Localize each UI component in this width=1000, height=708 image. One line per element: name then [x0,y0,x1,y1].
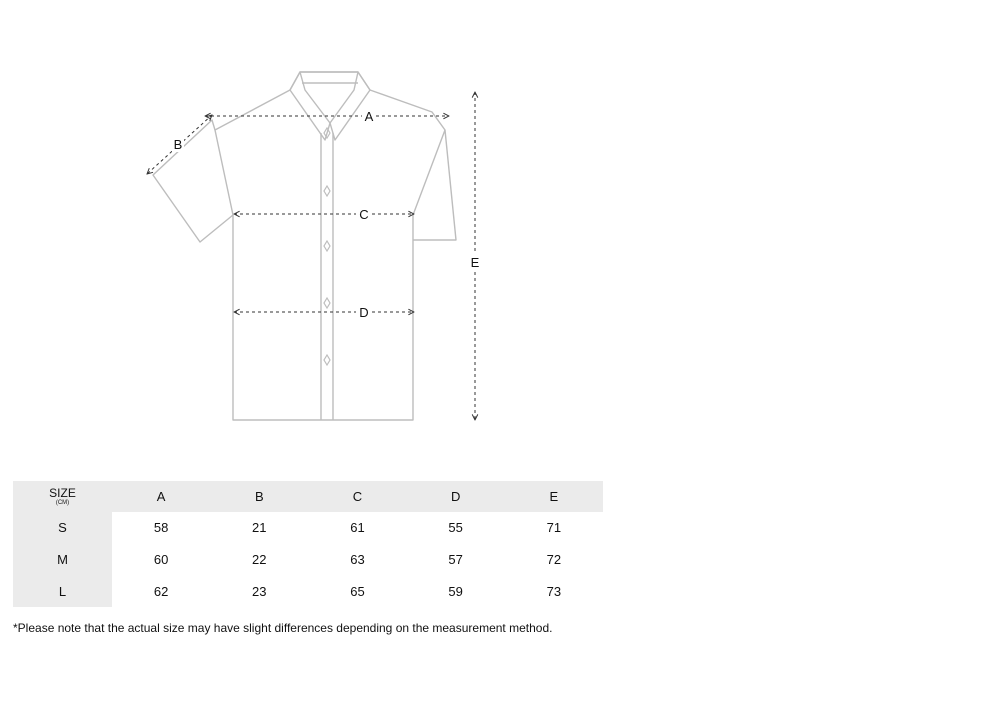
table-cell: 63 [350,551,365,567]
table-cell: 72 [546,551,562,567]
size-header-unit: (CM) [55,499,70,506]
dimension-label-b: B [173,137,183,152]
shirt-outline [153,72,456,420]
table-row [13,512,603,543]
table-cell: 21 [252,520,267,535]
table-cell: 23 [252,583,267,599]
collar-fold-right [330,72,358,123]
row-size-label: M [13,543,112,575]
table-cell: 71 [546,520,562,535]
placket [321,133,333,420]
shirt-buttons [324,128,330,365]
shirt-button [324,241,330,251]
size-column-header [13,481,112,512]
table-header-row [13,481,603,512]
shirt-button [324,298,330,308]
shirt-button [324,186,330,196]
column-header-b: B [210,481,308,512]
row-size-label: L [13,575,112,607]
column-header-e: E [505,481,603,512]
table-cell: 58 [153,520,169,535]
dimension-label-a: A [364,109,374,124]
row-size-label: S [13,512,112,543]
collar-fold-left [300,72,330,123]
left-sleeve [153,120,233,242]
dimension-label-c: C [359,207,369,222]
dimension-label-d: D [359,305,369,320]
table-cell: 59 [448,583,463,599]
measurement-note: *Please note that the actual size may have slight differences depending on the measurement method. [13,621,553,635]
table-row [13,543,603,575]
size-header-label: SIZE [49,485,76,500]
dimension-label-e: E [470,255,480,270]
shirt-button [324,355,330,365]
collar [290,72,370,140]
size-chart-table [13,481,603,607]
table-cell: 57 [448,551,463,567]
column-header-d: D [407,481,505,512]
table-cell: 60 [153,551,169,567]
table-cell: 62 [153,583,169,599]
column-header-c: C [308,481,406,512]
table-row [13,575,603,607]
table-cell: 55 [448,520,463,535]
shirt-measurement-diagram [0,0,620,440]
table-cell: 61 [350,520,365,535]
column-header-a: A [112,481,210,512]
table-cell: 65 [350,583,365,599]
table-cell: 22 [252,551,267,567]
right-sleeve [413,130,456,240]
table-cell: 73 [546,583,562,599]
